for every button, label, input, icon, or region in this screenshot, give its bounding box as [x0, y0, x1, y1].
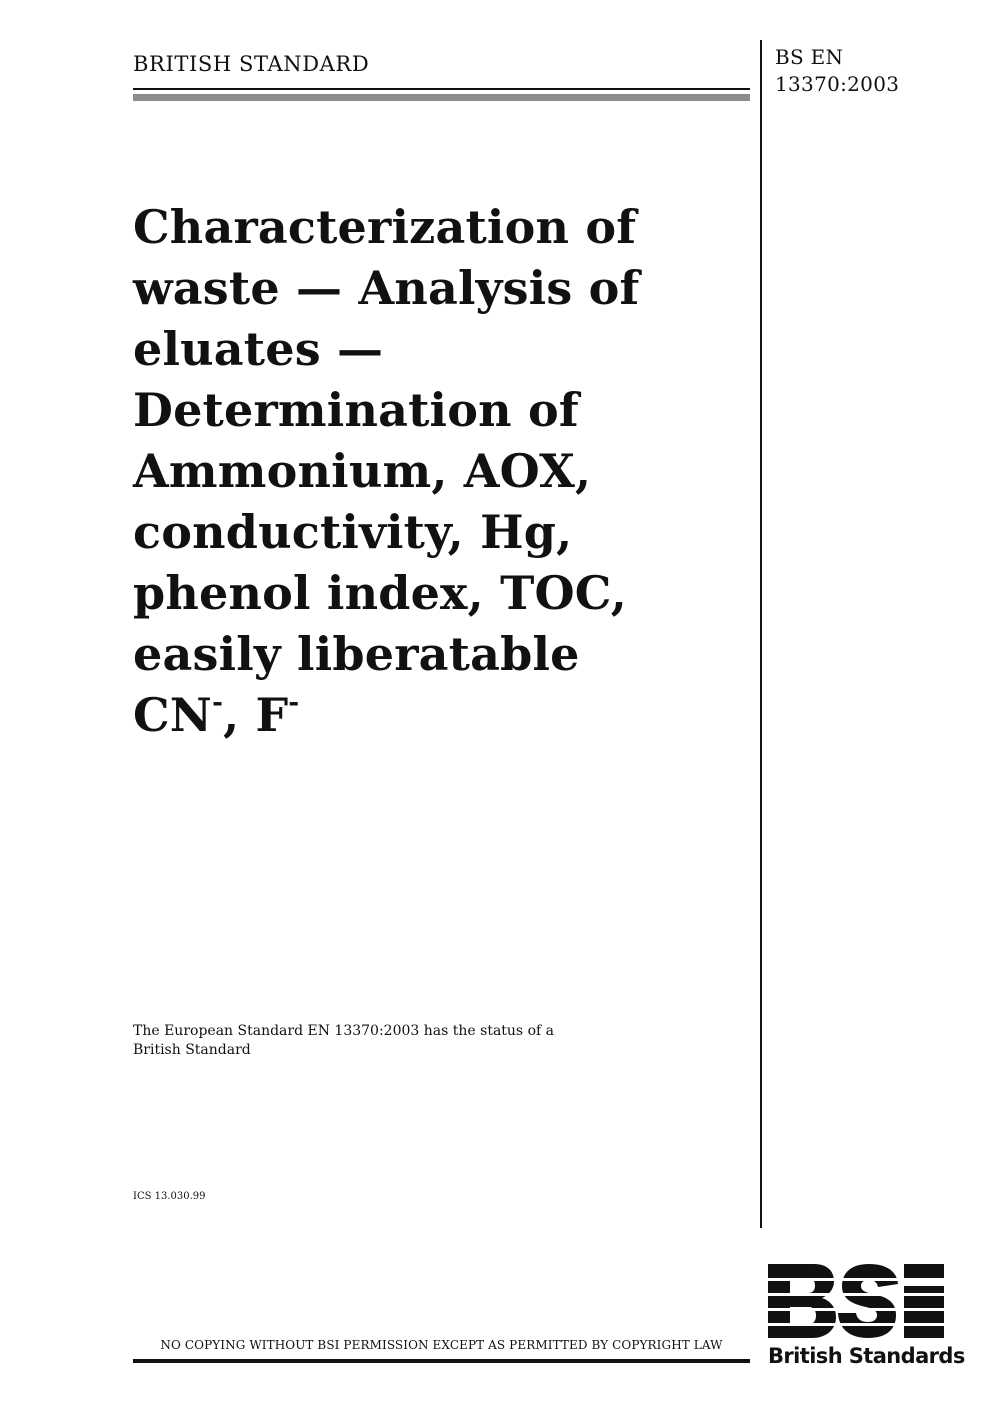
- bsi-logo: [766, 1262, 946, 1340]
- copyright-notice: NO COPYING WITHOUT BSI PERMISSION EXCEPT AS PERMITTED BY COPYRIGHT LAW: [160, 1338, 723, 1352]
- title-line-6: conductivity, Hg,: [133, 505, 573, 559]
- title-cn: CN: [133, 688, 213, 742]
- standard-number-line1: BS EN: [775, 45, 844, 69]
- title-line-9: [133, 685, 733, 746]
- bsi-logo-caption: British Standards: [768, 1344, 965, 1368]
- vertical-divider: [760, 40, 762, 1228]
- title-line-7: phenol index, TOC,: [133, 566, 628, 620]
- header-rule-thin: [133, 88, 750, 90]
- standard-number: [775, 44, 899, 98]
- title-line-5: Ammonium, AOX,: [133, 444, 592, 498]
- ics-code: ICS 13.030.99: [133, 1191, 206, 1202]
- document-title: [133, 197, 733, 746]
- footer-rule: [133, 1359, 750, 1363]
- title-line-2: waste — Analysis of: [133, 261, 640, 315]
- title-line-4: Determination of: [133, 383, 579, 437]
- title-line-8: easily liberatable: [133, 627, 580, 681]
- title-f-superscript: -: [288, 688, 300, 718]
- title-cn-superscript: -: [212, 688, 224, 718]
- title-line-3: eluates —: [133, 322, 384, 376]
- status-note: [133, 1022, 653, 1060]
- standard-number-line2: 13370:2003: [775, 72, 900, 96]
- header-rule-thick: [133, 94, 750, 101]
- status-note-line2: British Standard: [133, 1042, 251, 1058]
- title-separator: ,: [223, 688, 256, 742]
- status-note-line1: The European Standard EN 13370:2003 has the status of a: [133, 1023, 554, 1039]
- header-label: BRITISH STANDARD: [133, 52, 370, 76]
- title-line-1: Characterization of: [133, 200, 637, 254]
- title-f: F: [255, 688, 289, 742]
